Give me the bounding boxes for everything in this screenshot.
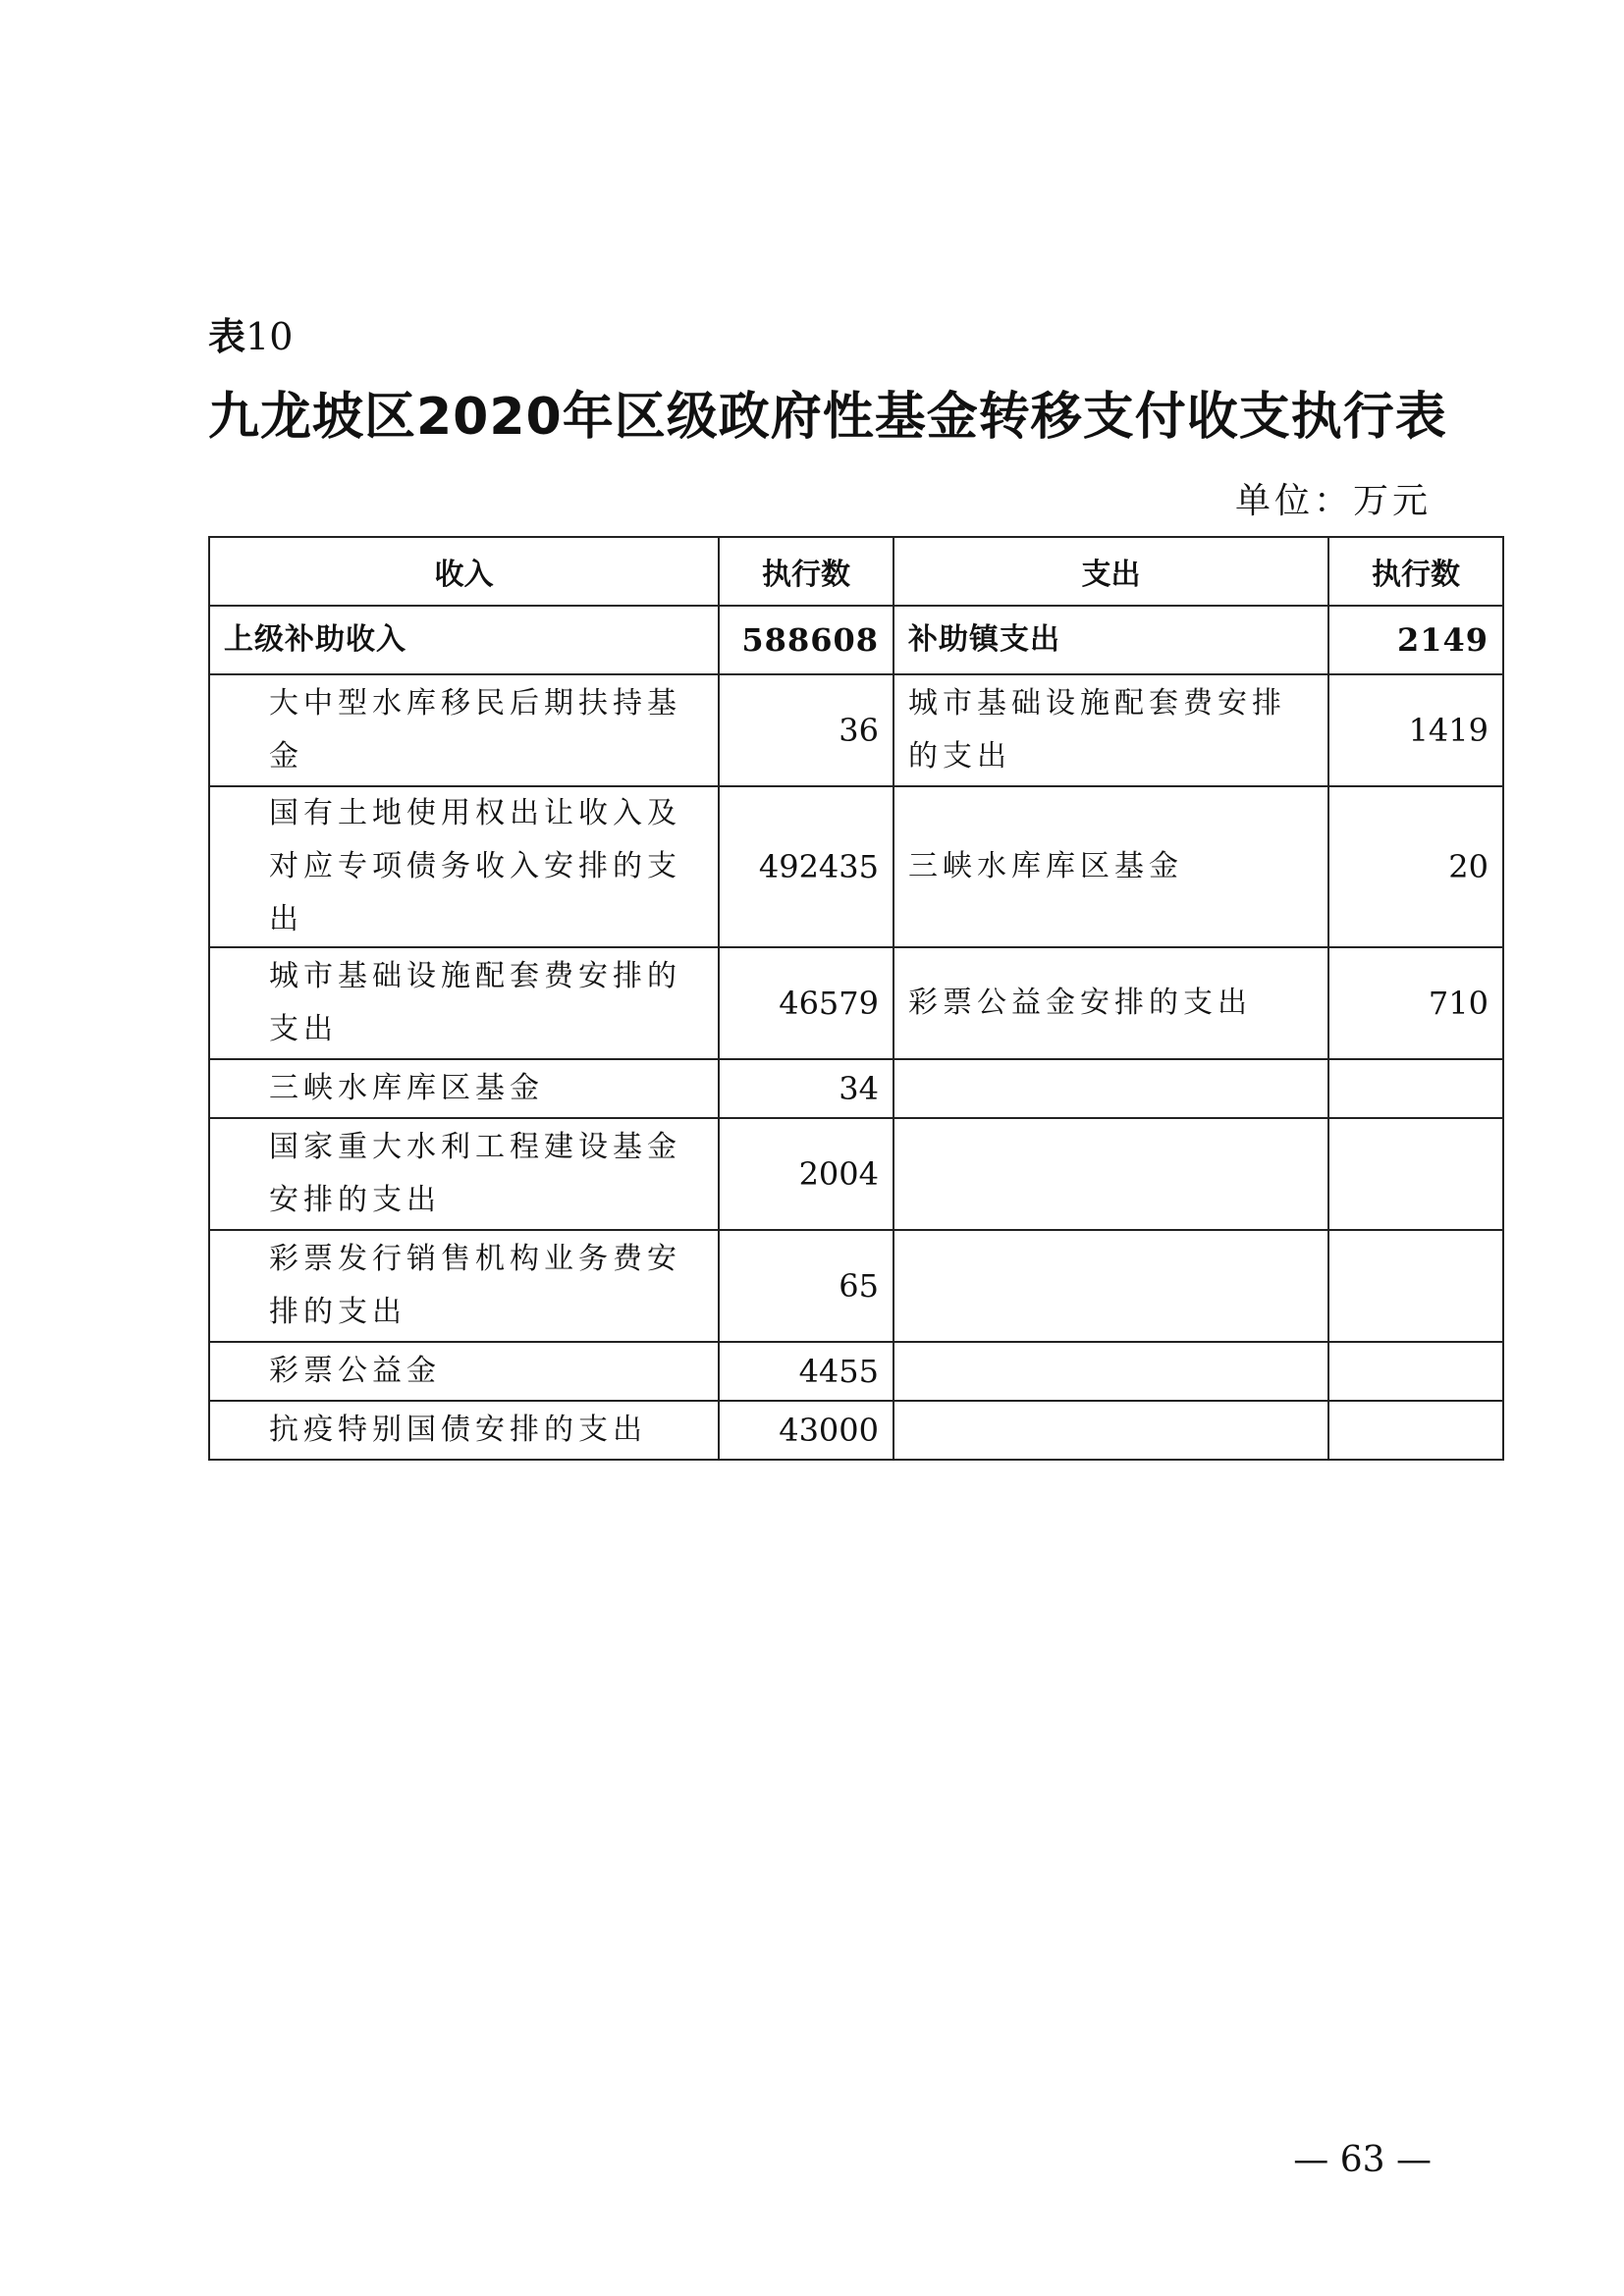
document-title: 九龙坡区2020年区级政府性基金转移支付收支执行表 bbox=[208, 388, 1447, 447]
header-income-value: 执行数 bbox=[719, 537, 893, 606]
income-value-cell: 36 bbox=[719, 674, 893, 786]
income-cell: 抗疫特别国债安排的支出 bbox=[209, 1401, 719, 1460]
page-number: — 63 — bbox=[1293, 2140, 1432, 2180]
table-row bbox=[209, 786, 1503, 947]
income-cell: 三峡水库库区基金 bbox=[209, 1059, 719, 1118]
income-cell: 彩票公益金 bbox=[209, 1342, 719, 1401]
table-label-prefix: 表 bbox=[208, 315, 246, 358]
expense-cell bbox=[893, 1401, 1328, 1460]
expense-value-cell: 20 bbox=[1328, 786, 1503, 947]
income-value-cell: 492435 bbox=[719, 786, 893, 947]
income-cell: 国有土地使用权出让收入及对应专项债务收入安排的支出 bbox=[209, 786, 719, 947]
fund-transfer-table bbox=[208, 536, 1504, 1461]
table-label bbox=[208, 312, 293, 361]
income-value-cell: 65 bbox=[719, 1230, 893, 1342]
income-value-cell: 4455 bbox=[719, 1342, 893, 1401]
income-cell: 彩票发行销售机构业务费安排的支出 bbox=[209, 1230, 719, 1342]
income-value-cell: 2004 bbox=[719, 1118, 893, 1230]
expense-value-cell: 1419 bbox=[1328, 674, 1503, 786]
income-value-cell: 43000 bbox=[719, 1401, 893, 1460]
expense-cell: 彩票公益金安排的支出 bbox=[893, 947, 1328, 1059]
table-row bbox=[209, 674, 1503, 786]
table-header-row bbox=[209, 537, 1503, 606]
header-expense: 支出 bbox=[893, 537, 1328, 606]
expense-value-cell bbox=[1328, 1230, 1503, 1342]
expense-cell bbox=[893, 1342, 1328, 1401]
expense-value-cell bbox=[1328, 1118, 1503, 1230]
income-cell: 上级补助收入 bbox=[209, 606, 719, 674]
table-row bbox=[209, 606, 1503, 674]
table-row bbox=[209, 1342, 1503, 1401]
table-row bbox=[209, 1059, 1503, 1118]
table-row bbox=[209, 947, 1503, 1059]
table-row bbox=[209, 1118, 1503, 1230]
income-value-cell: 588608 bbox=[719, 606, 893, 674]
income-value-cell: 34 bbox=[719, 1059, 893, 1118]
expense-value-cell: 2149 bbox=[1328, 606, 1503, 674]
income-cell: 城市基础设施配套费安排的支出 bbox=[209, 947, 719, 1059]
expense-value-cell bbox=[1328, 1342, 1503, 1401]
expense-value-cell bbox=[1328, 1401, 1503, 1460]
table-row bbox=[209, 1230, 1503, 1342]
expense-cell: 城市基础设施配套费安排的支出 bbox=[893, 674, 1328, 786]
expense-cell bbox=[893, 1118, 1328, 1230]
expense-cell: 补助镇支出 bbox=[893, 606, 1328, 674]
expense-cell bbox=[893, 1059, 1328, 1118]
expense-cell bbox=[893, 1230, 1328, 1342]
table-label-number: 10 bbox=[245, 315, 294, 358]
header-expense-value: 执行数 bbox=[1328, 537, 1503, 606]
income-cell: 国家重大水利工程建设基金安排的支出 bbox=[209, 1118, 719, 1230]
expense-value-cell bbox=[1328, 1059, 1503, 1118]
income-value-cell: 46579 bbox=[719, 947, 893, 1059]
expense-cell: 三峡水库库区基金 bbox=[893, 786, 1328, 947]
expense-value-cell: 710 bbox=[1328, 947, 1503, 1059]
income-cell: 大中型水库移民后期扶持基金 bbox=[209, 674, 719, 786]
unit-label: 单位：万元 bbox=[1234, 481, 1432, 521]
table-row bbox=[209, 1401, 1503, 1460]
header-income: 收入 bbox=[209, 537, 719, 606]
